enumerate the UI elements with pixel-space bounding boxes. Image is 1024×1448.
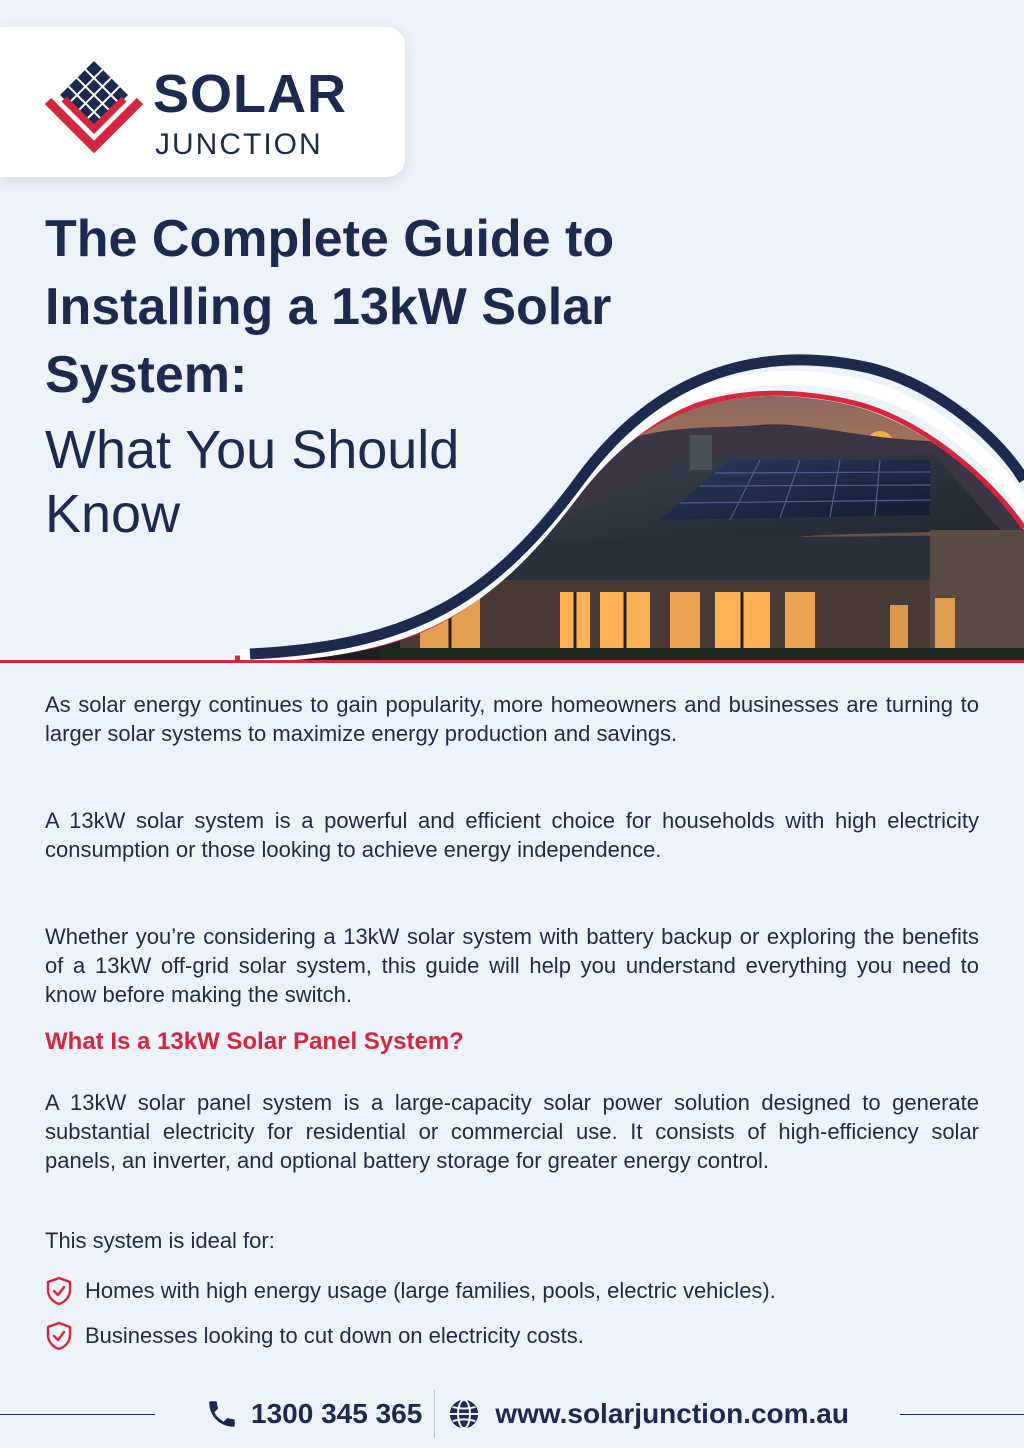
hero-house-image (0, 330, 1024, 665)
section-paragraph: A 13kW solar panel system is a large-capacity solar power solution designed to generate substantial electricity for residential or commercial use. It consists of high-efficiency solar panels, an inverter, and optional battery storage for greater energy control. (45, 1090, 979, 1173)
footer-website[interactable] (447, 1397, 849, 1431)
list-item-text: Businesses looking to cut down on electricity costs. (85, 1322, 584, 1348)
list-item-text: Homes with high energy usage (large families, pools, electric vehicles). (85, 1277, 776, 1303)
page-subtitle: What You Should Know (45, 420, 460, 544)
footer-rule-right (900, 1414, 1024, 1415)
solar-junction-logo-icon (44, 53, 144, 163)
shield-check-icon (45, 1321, 73, 1351)
footer-rule-left (0, 1414, 155, 1415)
footer (160, 1388, 894, 1440)
globe-icon (447, 1397, 481, 1431)
intro-paragraph-3: Whether you’re considering a 13kW solar system with battery backup or exploring the benefits of a 13kW off-grid solar system, this guide will help you understand everything you need to know before making the switch. (45, 924, 979, 1007)
footer-divider (434, 1390, 435, 1438)
phone-icon (205, 1397, 239, 1431)
brand-name-top: SOLAR (153, 64, 347, 124)
page-title: The Complete Guide to Installing a 13kW Solar System: (45, 210, 615, 404)
phone-number: 1300 345 365 (251, 1398, 423, 1429)
logo-card (0, 27, 405, 177)
shield-check-icon (45, 1276, 73, 1306)
intro-paragraph-1: As solar energy continues to gain popularity, more homeowners and businesses are turning to larger solar systems to maximize energy production and savings. (45, 692, 979, 746)
list-item (45, 1313, 776, 1358)
footer-phone[interactable] (205, 1397, 422, 1431)
website-url: www.solarjunction.com.au (495, 1398, 849, 1429)
list-intro: This system is ideal for: (45, 1228, 275, 1253)
list-item (45, 1268, 776, 1313)
brand-name-bottom: JUNCTION (155, 128, 323, 161)
section-heading: What Is a 13kW Solar Panel System? (45, 1028, 464, 1055)
ideal-for-list (45, 1268, 776, 1358)
intro-paragraph-2: A 13kW solar system is a powerful and efficient choice for households with high electricity consumption or those looking to achieve energy independence. (45, 808, 979, 862)
